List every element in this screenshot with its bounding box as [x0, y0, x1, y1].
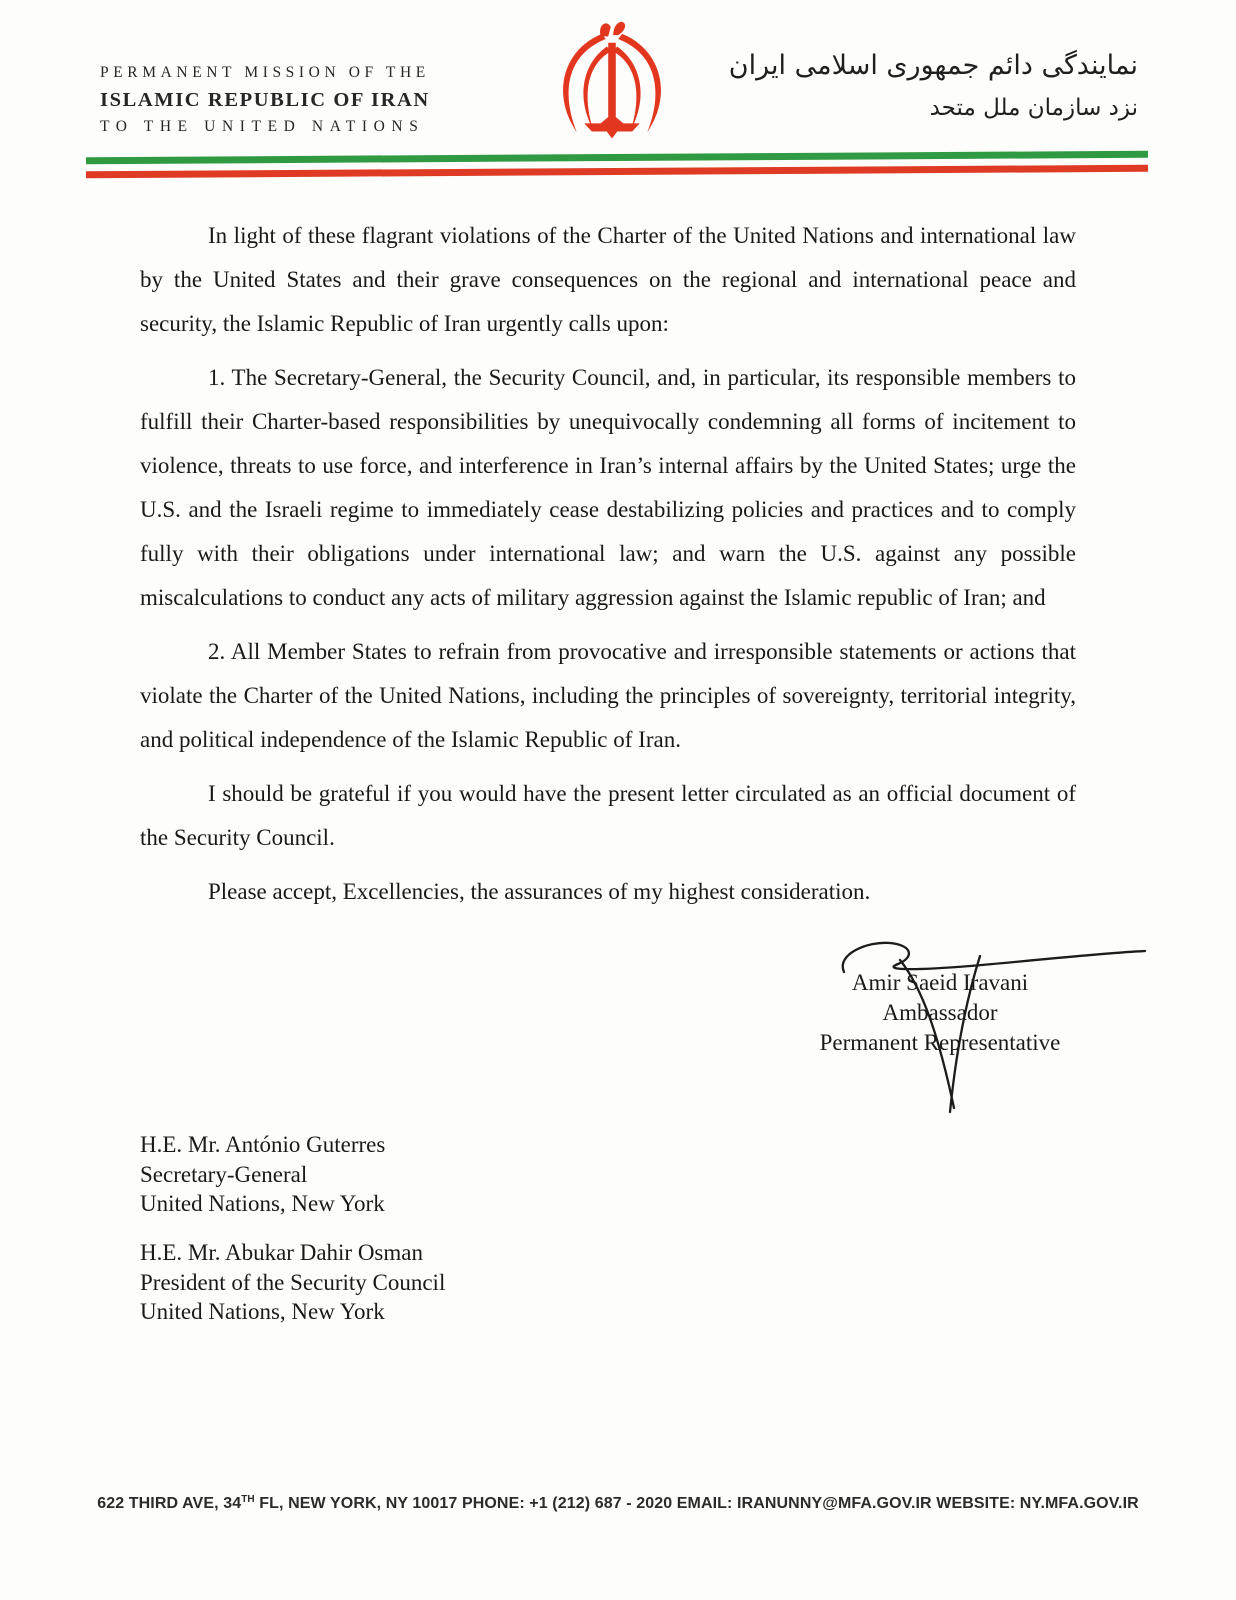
flag-stripe-green	[86, 151, 1148, 164]
signatory-name: Amir Saeid Iravani	[851, 970, 1029, 995]
iran-emblem-icon	[549, 14, 675, 142]
paragraph-item-2: 2. All Member States to refrain from provocative and irresponsible statements or actions that violate the Charter of the United Nations, including the principles of sovereignty, territorial integrity, and political independence of the Islamic Republic of Iran.	[140, 639, 1076, 752]
mission-line-3: TO THE UNITED NATIONS	[100, 118, 425, 135]
paragraph-intro: In light of these flagrant violations of the Charter of the United Nations and international law by the United States and their grave consequences on the regional and international peace and security, the Islamic Republic of Iran urgently calls upon:	[140, 223, 1076, 336]
addressee-name: H.E. Mr. António Guterres	[140, 1132, 386, 1157]
mission-title-block	[100, 64, 460, 136]
addressee-secretary-general	[140, 1130, 385, 1219]
persian-title-block	[708, 44, 1138, 128]
paragraph-closing-courtesy: Please accept, Excellencies, the assurances of my highest consideration.	[208, 879, 871, 904]
persian-line-2: نزد سازمان ملل متحد	[929, 95, 1138, 121]
signatory-title-ambassador: Ambassador	[882, 1000, 998, 1025]
addressee-location: United Nations, New York	[140, 1191, 385, 1216]
paragraph-item-1: 1. The Secretary-General, the Security Council, and, in particular, its responsible members to fulfill their Charter-based responsibilities by unequivocally condemning all forms of incitement to violence, threats to use force, and interference in Iran’s internal affairs by the United States; urge the U.S. and the Israeli regime to immediately cease destabilizing policies and practices and to comply fully with their obligations under international law; and warn the U.S. against any possible miscalculations to conduct any acts of military aggression against the Islamic republic of Iran; and	[140, 365, 1076, 610]
addressee-security-council-president	[140, 1238, 445, 1327]
letter-body	[140, 214, 1076, 924]
addressee-title: Secretary-General	[140, 1161, 308, 1187]
footer-address-prefix: 622 THIRD AVE, 34	[97, 1495, 242, 1512]
addressee-location: United Nations, New York	[140, 1299, 385, 1324]
mission-line-1: PERMANENT MISSION OF THE	[100, 64, 430, 81]
signature-block	[772, 968, 1108, 1058]
signatory-title-permanent-representative: Permanent Representative	[819, 1030, 1061, 1055]
persian-line-1: نمایندگی دائم جمهوری اسلامی ایران	[728, 50, 1138, 81]
addressee-name: H.E. Mr. Abukar Dahir Osman	[140, 1240, 423, 1265]
footer-ordinal-superscript: TH	[241, 1494, 255, 1505]
addressee-title: President of the Security Council	[140, 1269, 446, 1295]
flag-stripe-red	[86, 165, 1148, 178]
paragraph-request-circulation: I should be grateful if you would have the present letter circulated as an official document of the Security Council.	[140, 781, 1076, 850]
mission-line-2: ISLAMIC REPUBLIC OF IRAN	[100, 89, 430, 111]
footer-address-suffix: FL, NEW YORK, NY 10017 PHONE: +1 (212) 687 - 2020 EMAIL: IRANUNNY@MFA.GOV.IR WEBSITE: NY.MFA.GOV.IR	[254, 1495, 1139, 1512]
footer-contact-line	[0, 1494, 1236, 1513]
